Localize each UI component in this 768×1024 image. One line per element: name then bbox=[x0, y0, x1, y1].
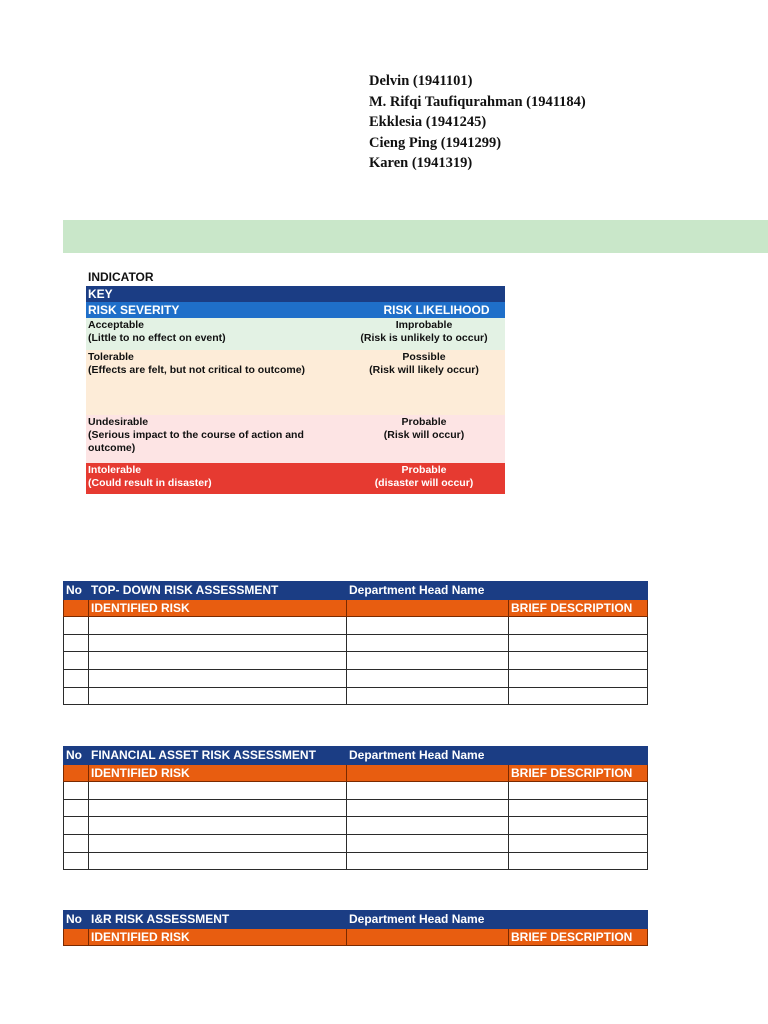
section-band bbox=[63, 220, 768, 253]
table-title: I&R RISK ASSESSMENT bbox=[89, 911, 347, 929]
key-column-headers bbox=[86, 302, 505, 318]
table-row bbox=[64, 652, 648, 670]
brief-description-header: BRIEF DESCRIPTION bbox=[509, 764, 648, 782]
severity-text: Intolerable (Could result in disaster) bbox=[88, 464, 212, 489]
identified-risk-header: IDENTIFIED RISK bbox=[89, 599, 347, 617]
no-header: No bbox=[64, 582, 89, 600]
key-row-tolerable bbox=[86, 350, 505, 415]
no-header: No bbox=[64, 911, 89, 929]
table-row bbox=[64, 669, 648, 687]
author-name: Cieng Ping (1941299) bbox=[369, 134, 502, 151]
indicator-title: INDICATOR bbox=[88, 270, 154, 284]
top-down-risk-table bbox=[63, 581, 648, 705]
table-row bbox=[64, 782, 648, 800]
author-name: Delvin (1941101) bbox=[369, 73, 473, 89]
brief-description-header: BRIEF DESCRIPTION bbox=[509, 599, 648, 617]
table-row bbox=[64, 817, 648, 835]
key-row-acceptable bbox=[86, 318, 505, 350]
dept-head-header: Department Head Name bbox=[347, 747, 509, 765]
ir-risk-table bbox=[63, 910, 648, 946]
key-label: KEY bbox=[88, 287, 113, 301]
likelihood-header: RISK LIKELIHOOD bbox=[383, 303, 490, 317]
severity-text: Tolerable (Effects are felt, but not critical to outcome) bbox=[88, 351, 306, 376]
table-row bbox=[64, 834, 648, 852]
dept-head-header: Department Head Name bbox=[347, 582, 509, 600]
likelihood-text: Probable (disaster will occur) bbox=[374, 464, 474, 489]
severity-text: Acceptable (Little to no effect on event) bbox=[88, 319, 226, 344]
brief-description-header: BRIEF DESCRIPTION bbox=[509, 928, 648, 946]
table-row bbox=[64, 799, 648, 817]
likelihood-text: Possible (Risk will likely occur) bbox=[369, 351, 479, 376]
table-row bbox=[64, 634, 648, 652]
likelihood-text: Improbable (Risk is unlikely to occur) bbox=[360, 319, 488, 344]
key-row-intolerable bbox=[86, 463, 505, 494]
severity-header: RISK SEVERITY bbox=[88, 303, 180, 317]
key-header bbox=[86, 286, 505, 302]
likelihood-text: Probable (Risk will occur) bbox=[383, 416, 465, 441]
table-title: FINANCIAL ASSET RISK ASSESSMENT bbox=[89, 747, 347, 765]
table-row bbox=[64, 617, 648, 635]
identified-risk-header: IDENTIFIED RISK bbox=[89, 928, 347, 946]
author-list bbox=[369, 71, 586, 174]
risk-key bbox=[86, 286, 505, 494]
table-row bbox=[64, 687, 648, 705]
no-header: No bbox=[64, 747, 89, 765]
severity-text: Undesirable (Serious impact to the course of action and outcome) bbox=[88, 416, 304, 454]
author-name: Ekklesia (1941245) bbox=[369, 114, 487, 130]
key-row-undesirable bbox=[86, 415, 505, 463]
financial-asset-risk-table bbox=[63, 746, 648, 870]
identified-risk-header: IDENTIFIED RISK bbox=[89, 764, 347, 782]
dept-head-header: Department Head Name bbox=[347, 911, 509, 929]
author-name: M. Rifqi Taufiqurahman (1941184) bbox=[369, 93, 586, 110]
table-title: TOP- DOWN RISK ASSESSMENT bbox=[89, 582, 347, 600]
table-row bbox=[64, 852, 648, 870]
author-name: Karen (1941319) bbox=[369, 155, 473, 171]
